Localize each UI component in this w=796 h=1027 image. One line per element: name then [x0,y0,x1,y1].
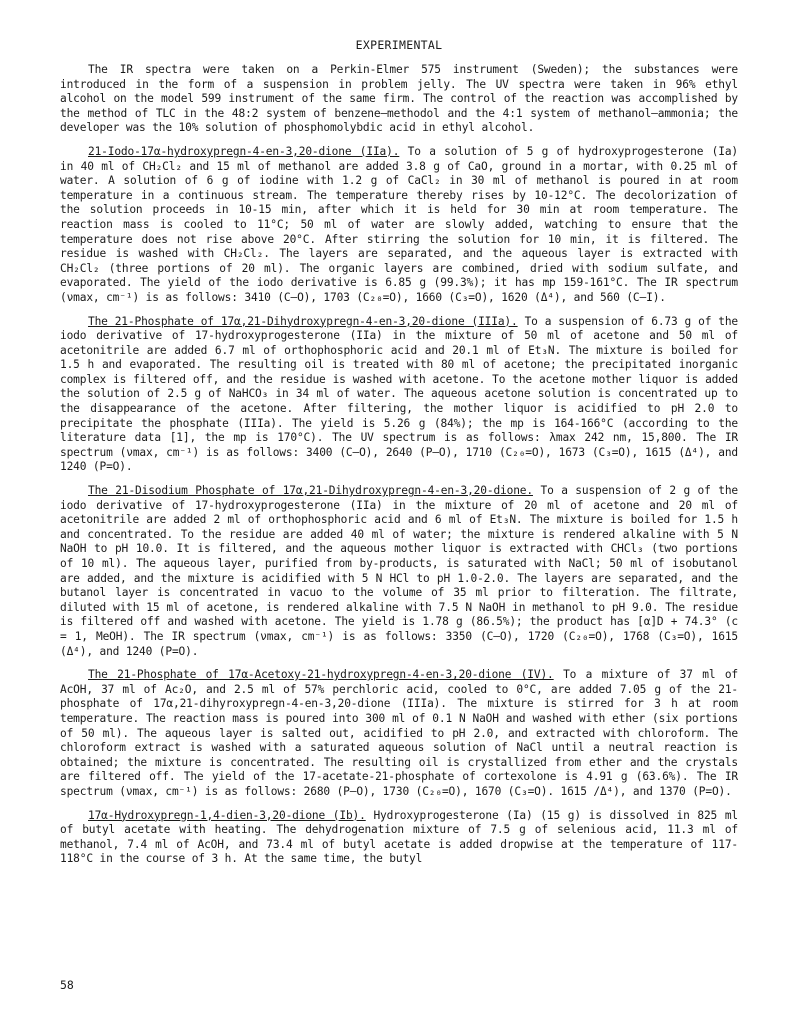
compound-title: 21-Iodo-17α-hydroxypregn-4-en-3,20-dione (IIa). [88,144,400,158]
paragraph-body: To a suspension of 2 g of the iodo derivative of 17-hydroxyprogesterone (IIa) in the mixture of 20 ml of acetone and 20 ml of acetonitrile are added 2 ml of orthophosphoric acid and 6 ml of Et₃N. The mixture is boiled for 1.5 h and concentrated. To the residue are added 40 ml of water; the mixture is rendered alkaline with 5 N NaOH to pH 10.0. It is filtered, and the aqueous mother liquor is extracted with CHCl₃ (two portions of 10 ml). The aqueous layer, purified from by-products, is saturated with NaCl; 50 ml of isobutanol are added, and the mixture is acidified with 5 N HCl to pH 1.0-2.0. The layers are separated, and the butanol layer is concentrated in vacuo to the volume of 35 ml prior to filteration. The filtrate, diluted with 15 ml of acetone, is rendered alkaline with 7.5 N NaOH in methanol to pH 9.0. The residue is filtered off and washed with acetone. The yield is 1.78 g (86.5%); the product has [α]D + 74.3° (c = 1, MeOH). The IR spectrum (νmax, cm⁻¹) is as follows: 3350 (C–O), 1720 (C₂₀=O), 1768 (C₃=O), 1615 (Δ⁴), and 1240 (P=O). [60,484,739,658]
compound-title: The 21-Disodium Phosphate of 17α,21-Dihydroxypregn-4-en-3,20-dione. [88,484,533,498]
compound-title: The 21-Phosphate of 17α-Acetoxy-21-hydroxypregn-4-en-3,20-dione (IV). [88,668,554,682]
compound-title: 17α-Hydroxypregn-1,4-dien-3,20-dione (Ib). [88,808,366,822]
paragraph-dien-dione [60,809,738,867]
compound-title: The 21-Phosphate of 17α,21-Dihydroxypregn-4-en-3,20-dione (IIIa). [88,314,518,328]
page-number: 58 [60,978,74,992]
intro-paragraph: The IR spectra were taken on a Perkin-Elmer 575 instrument (Sweden); the substances were introduced in the form of a suspension in problem jelly. The UV spectra were taken in 96% ethyl alcohol on the model 599 instrument of the same firm. The control of the reaction was accomplished by the method of TLC in the 48:2 system of benzene–methodol and the 4:1 system of methanol–ammonia; the developer was the 10% solution of phosphomolybdic acid in ethyl alcohol. [60,63,738,135]
section-heading: EXPERIMENTAL [355,38,443,52]
paragraph-21-phosphate [60,315,738,476]
paragraph-acetoxy-phosphate [60,668,738,799]
paragraph-disodium-phosphate [60,484,738,659]
paragraph-body: To a solution of 5 g of hydroxyprogesterone (Ia) in 40 ml of CH₂Cl₂ and 15 ml of methanol are added 3.8 g of CaO, ground in a mortar, with 0.25 ml of water. A solution of 6 g of iodine with 1.2 g of CaCl₂ in 30 ml of methanol is poured in at room temperature in a continuous stream. The temperature thereby rises by 10-12°C. The decolorization of the solution proceeds in 10-15 min, after which it is held for 30 min at room temperature. The reaction mass is cooled to 11°C; 50 ml of water are slowly added, watching to ensure that the temperature does not rise above 20°C. After stirring the solution for 10 min, it is filtered. The residue is washed with CH₂Cl₂. The layers are separated, and the aqueous layer is extracted with CH₂Cl₂ (three portions of 20 ml). The organic layers are combined, dried with sodium sulfate, and evaporated. The yield of the iodo derivative is 6.85 g (99.3%); it has mp 159-161°C. The IR spectrum (νmax, cm⁻¹) is as follows: 3410 (C–O), 1703 (C₂₀=O), 1660 (C₃=O), 1620 (Δ⁴), and 560 (C–I). [60,144,738,304]
paragraph-body: To a suspension of 6.73 g of the iodo derivative of 17-hydroxyprogesterone (IIa) in the mixture of 50 ml of acetone and 50 ml of acetonitrile are added 6.7 ml of orthophosphoric acid and 20.1 ml of Et₃N. The mixture is boiled for 1.5 h and evaporated. The resulting oil is treated with 80 ml of acetone; the precipitated inorganic complex is filtered off, and the residue is washed with acetone. To the acetone mother liquor is added the solution of 2.5 g of NaHCO₃ in 34 ml of water. The aqueous acetone solution is concentrated up to the disappearance of the acetone. After filtering, the mother liquor is acidified to pH 2.0 to precipitate the phosphate (IIIa). The yield is 5.26 g (84%); the mp is 164-166°C (according to the literature data [1], the mp is 170°C). The UV spectrum is as follows: λmax 242 nm, 15,800. The IR spectrum (νmax, cm⁻¹) is as follows: 3400 (C–O), 2640 (P–O), 1710 (C₂₀=O), 1673 (C₃=O), 1615 (Δ⁴), and 1240 (P=O). [60,314,739,474]
paragraph-body: Hydroxyprogesterone (Ia) (15 g) is dissolved in 825 ml of butyl acetate with heating. The dehydrogenation mixture of 7.5 g of selenious acid, 11.3 ml of methanol, 7.4 ml of AcOH, and 73.4 ml of butyl acetate is added dropwise at the temperature of 117-118°C in the course of 3 h. At the same time, the butyl [60,808,739,866]
paragraph-body: To a mixture of 37 ml of AcOH, 37 ml of Ac₂O, and 2.5 ml of 57% perchloric acid, cooled to 0°C, are added 7.05 g of the 21-phosphate of 17α,21-dihyroxypregn-4-en-3,20-dione (IIIa). The mixture is stirred for 3 h at room temperature. The reaction mass is poured into 300 ml of 0.1 N NaOH and washed with ether (six portions of 50 ml). The aqueous layer is salted out, acidified to pH 2.0, and extracted with chloroform. The chloroform extract is washed with a saturated aqueous solution of NaCl until a neutral reaction is obtained; the mixture is concentrated. The resulting oil is crystallized from ether and the crystals are filtered off. The yield of the 17-acetate-21-phosphate of cortexolone is 4.91 g (63.6%). The IR spectrum (νmax, cm⁻¹) is as follows: 2680 (P–O), 1730 (C₂₀=O), 1670 (C₃=O). 1615 /Δ⁴), and 1370 (P=O). [60,668,738,798]
paragraph-iodo-derivative [60,145,738,306]
